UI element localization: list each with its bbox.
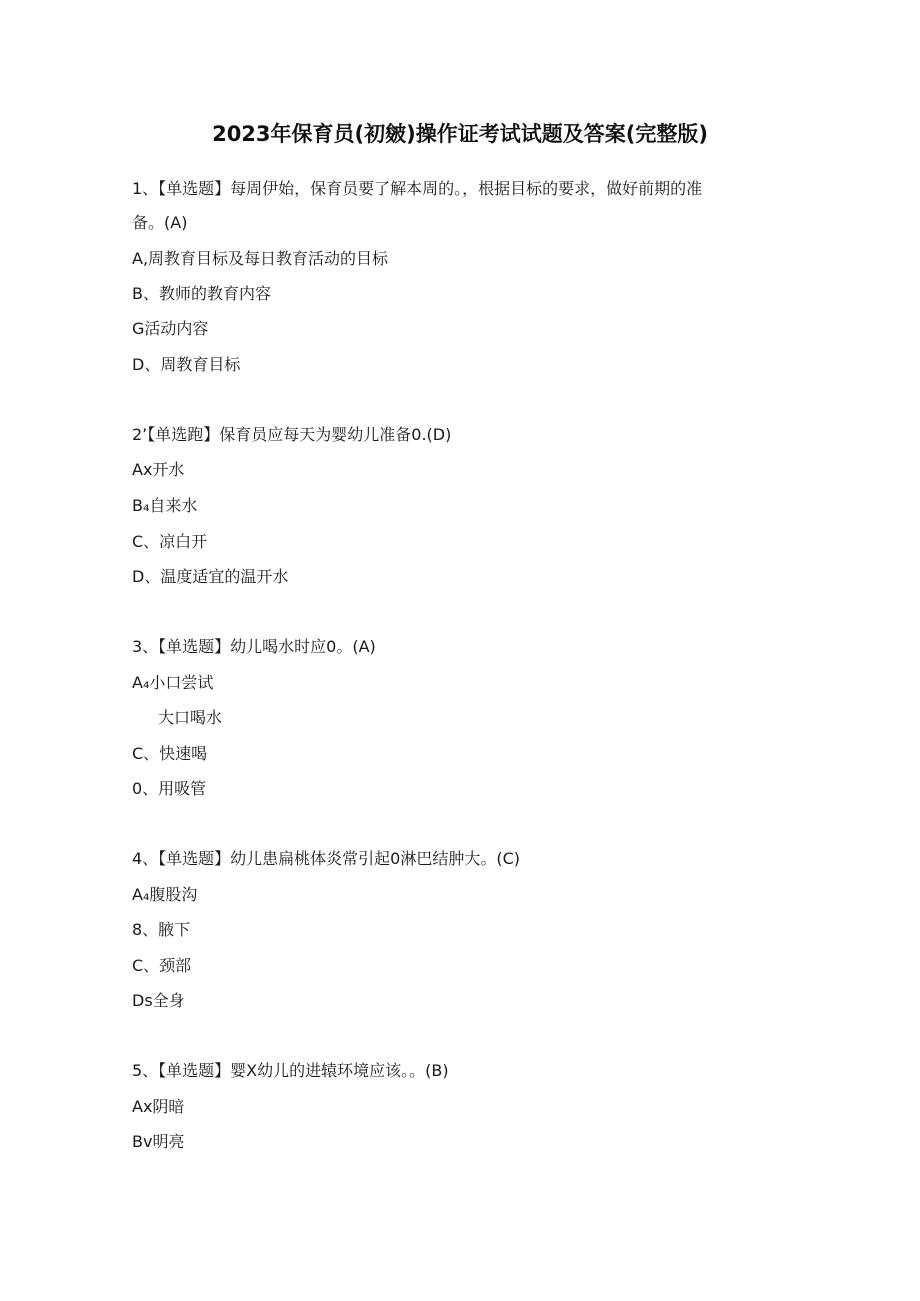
question-3-option-a: A₄小口尝试 [132, 673, 214, 692]
question-1-option-b: B、教师的教育内容 [132, 284, 271, 303]
question-3-stem: 3、【单选题】幼儿喝水时应0。(A) [132, 637, 376, 656]
question-5-stem: 5、【单选题】婴X幼儿的进辕环境应该。。(B) [132, 1061, 449, 1080]
question-2-option-c: C、凉白开 [132, 532, 208, 551]
question-1-option-c: G活动内容 [132, 319, 209, 338]
document-title: 2023年保育员(初皴)操作证考试试题及答案(完整版) [212, 122, 708, 146]
question-2-option-b: B₄自来水 [132, 496, 198, 515]
question-2-stem: 2’【单选跑】保育员应每天为婴幼儿准备0.(D) [132, 425, 452, 444]
question-5-option-a: Ax阴暗 [132, 1097, 185, 1116]
question-2-option-a: Ax开水 [132, 460, 185, 479]
question-1-option-a: A,周教育目标及每日教育活动的目标 [132, 249, 389, 268]
question-1-stem-line-1: 1、【单选题】每周伊始，保育员要了解本周的。，根据目标的要求，做好前期的准 [132, 179, 703, 198]
question-4-option-b: 8、腋下 [132, 920, 191, 939]
question-2-option-d: D、温度适宜的温开水 [132, 567, 289, 586]
question-3-option-d: 0、用吸管 [132, 779, 207, 798]
question-1-option-d: D、周教育目标 [132, 355, 241, 374]
question-3-option-b: 大口喝水 [158, 708, 223, 727]
question-4-option-c: C、颈部 [132, 956, 192, 975]
question-5-option-b: Bv明亮 [132, 1132, 185, 1151]
question-3-option-c: C、快速喝 [132, 744, 208, 763]
question-1-stem-line-2: 备。(A) [132, 213, 188, 232]
question-4-option-a: A₄腹股沟 [132, 885, 198, 904]
question-4-stem: 4、【单选题】幼儿患扁桃体炎常引起0淋巴结肿大。(C) [132, 849, 521, 868]
question-4-option-d: Ds全身 [132, 991, 185, 1010]
